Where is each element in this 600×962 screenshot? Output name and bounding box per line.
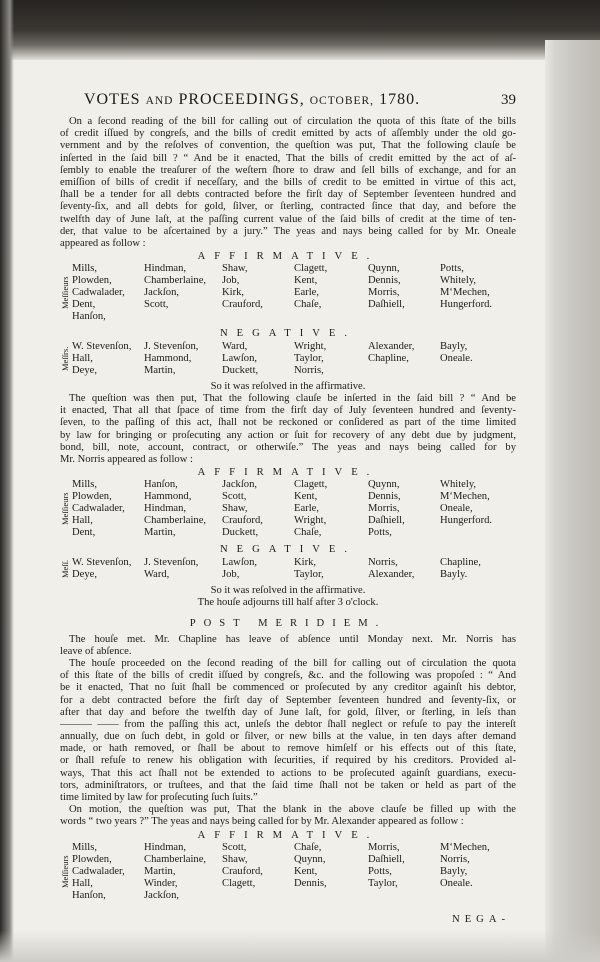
member-name: Bayly, bbox=[440, 340, 468, 352]
member-name: Duckett, bbox=[222, 364, 259, 376]
member-name: Hall, bbox=[72, 352, 93, 364]
member-name: Kent, bbox=[294, 275, 318, 287]
scan-top-shadow bbox=[0, 0, 600, 60]
text-line: The houſe proceeded on the ſecond reading of the bill for calling out of circulation the quota bbox=[69, 657, 516, 669]
vote-list bbox=[60, 263, 516, 323]
member-name: Jackſon, bbox=[222, 479, 258, 491]
member-name: W. Stevenſon, bbox=[72, 556, 132, 568]
member-name: Cadwalader, bbox=[72, 865, 125, 877]
member-name: Chamberlaine, bbox=[144, 853, 207, 865]
member-name: Lawſon, bbox=[222, 352, 258, 364]
vote-list bbox=[60, 479, 516, 539]
vote-row bbox=[72, 854, 516, 866]
member-name: Clagett, bbox=[222, 877, 256, 889]
text-line: vernment and by the reſolves of convention, the queſtion was put, That the following clauſe be bbox=[60, 140, 516, 152]
vote-heading: NEGATIVE. bbox=[219, 328, 357, 340]
member-name: Clagett, bbox=[294, 479, 328, 491]
member-name: Martin, bbox=[144, 364, 176, 376]
member-name: Potts, bbox=[368, 527, 392, 539]
vote-row bbox=[72, 311, 516, 323]
member-name: Hanſon, bbox=[72, 889, 106, 901]
member-name: Plowden, bbox=[72, 853, 112, 865]
member-name: Crauford, bbox=[222, 515, 263, 527]
vote-heading: AFFIRMATIVE. bbox=[197, 467, 379, 479]
text-line: ——— —— from the paſſing this act, unleſs the debtor ſhall neglect or refuſe to pay the intereſt bbox=[60, 718, 516, 730]
member-name: Earle, bbox=[294, 287, 319, 299]
document-page bbox=[60, 91, 516, 926]
member-name: Chamberlaine, bbox=[144, 515, 207, 527]
member-name: Hindman, bbox=[144, 841, 187, 853]
text-line: ſhall be a tender for all debts contracted before the firſt day of September ſeventeen hundred and bbox=[60, 189, 516, 201]
paragraph bbox=[60, 658, 516, 804]
vote-row bbox=[72, 527, 516, 539]
member-name: Cadwalader, bbox=[72, 287, 125, 299]
text-line: ways, That this act ſhall not be extended to actions to be proſecuted againſt guardians, execu- bbox=[60, 767, 516, 779]
text-line: appeared as follow : bbox=[60, 237, 146, 249]
member-name: Scott, bbox=[222, 841, 247, 853]
vote-row bbox=[72, 263, 516, 275]
member-name: Quynn, bbox=[368, 479, 400, 491]
vote-list-label: Meſſieurs bbox=[60, 277, 70, 310]
spacer bbox=[60, 323, 516, 327]
member-name: Bayly. bbox=[440, 568, 468, 580]
member-name: Chaſe, bbox=[294, 299, 322, 311]
vote-heading: AFFIRMATIVE. bbox=[197, 829, 379, 841]
member-name: Jackſon, bbox=[144, 889, 180, 901]
member-name: Lawſon, bbox=[222, 556, 258, 568]
vote-row bbox=[72, 287, 516, 299]
member-name: Scott, bbox=[144, 299, 169, 311]
vote-row bbox=[72, 878, 516, 890]
vote-row bbox=[72, 515, 516, 527]
member-name: Norris, bbox=[294, 364, 324, 376]
text-line: or ſhall refuſe to renew his obligation with ſecurities, if required by his creditors. Provided al- bbox=[60, 755, 516, 767]
member-name: M‘Mechen, bbox=[440, 491, 490, 503]
member-name: Morris, bbox=[368, 841, 400, 853]
text-line: of this ſtate of the bills of credit iſſued by congreſs, &c. and the following was propoſed : “ And bbox=[60, 670, 516, 682]
member-name: Hindman, bbox=[144, 503, 187, 515]
member-name: Plowden, bbox=[72, 491, 112, 503]
member-name: Mills, bbox=[72, 263, 98, 275]
text-line: time limited by law for proſecuting ſuch ſuits.” bbox=[60, 792, 258, 803]
member-name: Taylor, bbox=[294, 568, 324, 580]
vote-list-label: Meſſrs. bbox=[60, 346, 70, 371]
member-name: Whitely, bbox=[440, 479, 477, 491]
vote-list-label: Meſſ. bbox=[60, 559, 70, 578]
member-name: Cadwalader, bbox=[72, 503, 125, 515]
member-name: W. Stevenſon, bbox=[72, 340, 132, 352]
catchword: NEGA- bbox=[452, 913, 510, 925]
member-name: Dent, bbox=[72, 527, 96, 539]
member-name: M‘Mechen, bbox=[440, 841, 490, 853]
vote-row bbox=[72, 353, 516, 365]
text-line: emiſſion of bills of credit if neceſſary, and the bills of credit to be emitted in virtue of this act, bbox=[60, 176, 516, 188]
member-name: Deye, bbox=[72, 364, 97, 376]
member-name: Quynn, bbox=[294, 853, 326, 865]
spacer bbox=[60, 539, 516, 543]
paragraph bbox=[60, 116, 516, 250]
vote-row bbox=[72, 365, 516, 377]
member-name: Job, bbox=[222, 275, 240, 287]
member-name: Taylor, bbox=[368, 877, 398, 889]
vote-row bbox=[72, 299, 516, 311]
vote-list-label: Meſſieurs bbox=[60, 855, 70, 889]
member-name: Chaſe, bbox=[294, 841, 322, 853]
member-name: Martin, bbox=[144, 527, 176, 539]
vote-row bbox=[72, 866, 516, 878]
text-line: made, or hath removed, or ſhall be about to remove himſelf or his effects out of this ſtate, bbox=[60, 743, 516, 755]
text-line: On a ſecond reading of the bill for calling out of circulation the quota of this ſtate of the bills bbox=[69, 116, 516, 127]
running-title bbox=[84, 91, 421, 108]
text-line: by law for bringing or proſecuting any action or ſuit for recovery of any debt due by judgment, bbox=[60, 429, 516, 441]
member-name: Morris, bbox=[368, 287, 400, 299]
spacer bbox=[60, 902, 516, 906]
vote-row bbox=[72, 503, 516, 515]
member-name: Hall, bbox=[72, 515, 93, 527]
vote-list bbox=[60, 341, 516, 377]
member-name: J. Stevenſon, bbox=[144, 340, 199, 352]
member-name: Dennis, bbox=[368, 275, 401, 287]
member-name: Dent, bbox=[72, 299, 96, 311]
member-name: Duckett, bbox=[222, 527, 259, 539]
member-name: Kent, bbox=[294, 865, 318, 877]
member-name: J. Stevenſon, bbox=[144, 556, 199, 568]
member-name: Kirk, bbox=[222, 287, 245, 299]
text-line: ſeven, to the paſſing of this act, ſhall not be reckoned or conſidered as part of the time limited bbox=[60, 417, 516, 429]
text-line: be it enacted, That no ſuit ſhall be commenced or proſecuted by any creditor againſt his debtor, bbox=[60, 682, 516, 694]
paragraph bbox=[60, 804, 516, 828]
vote-heading: NEGATIVE. bbox=[219, 544, 357, 556]
centered-note: So it was reſolved in the affirmative. bbox=[210, 584, 366, 596]
member-name: Dennis, bbox=[294, 877, 327, 889]
member-name: Chapline, bbox=[368, 352, 409, 364]
vote-list-label: Meſſieurs bbox=[60, 493, 70, 526]
text-line: The houſe met. Mr. Chapline has leave of abſence until Monday next. Mr. Norris has bbox=[69, 633, 516, 645]
member-name: Earle, bbox=[294, 503, 319, 515]
member-name: Oneale, bbox=[440, 503, 473, 515]
paragraph bbox=[60, 393, 516, 466]
member-name: Potts, bbox=[440, 263, 464, 275]
text-line: bond, bill, note, account, contract, or otherwiſe.” The yeas and nays being called for by bbox=[60, 441, 516, 453]
member-name: Deye, bbox=[72, 568, 97, 580]
member-name: Chaſe, bbox=[294, 527, 322, 539]
vote-list bbox=[60, 557, 516, 581]
member-name: Crauford, bbox=[222, 865, 263, 877]
centered-note: The houſe adjourns till half after 3 o'clock. bbox=[197, 596, 379, 608]
text-line: On motion, the queſtion was put, That the blank in the above clauſe be filled up with the bbox=[69, 804, 516, 816]
member-name: Norris, bbox=[440, 853, 470, 865]
member-name: Oneale. bbox=[440, 877, 473, 889]
member-name: Shaw, bbox=[222, 263, 248, 275]
member-name: M‘Mechen, bbox=[440, 287, 490, 299]
book-binding-edge bbox=[0, 0, 14, 962]
text-line: annually, due on ſuch debt, in gold or ſilver, or new bills at the value, in ten days after demand bbox=[60, 731, 516, 743]
title-word: AND bbox=[145, 95, 174, 107]
member-name: Ward, bbox=[222, 340, 248, 352]
member-name: Daſhiell, bbox=[368, 515, 405, 527]
text-line: it enacted, That all that ſpace of time from the firſt day of July ſeventeen hundred and ſeventy- bbox=[60, 405, 516, 417]
member-name: Mills, bbox=[72, 841, 98, 853]
member-name: Chapline, bbox=[440, 556, 481, 568]
member-name: Shaw, bbox=[222, 503, 248, 515]
member-name: Whitely, bbox=[440, 275, 477, 287]
page-fore-edge bbox=[545, 40, 600, 962]
section-heading: POST MERIDIEM. bbox=[189, 618, 387, 630]
member-name: Alexander, bbox=[368, 568, 415, 580]
text-line: tors, adminiſtrators, or truſtees, and that the ſaid time ſhall not be taken or held as part of the bbox=[60, 779, 516, 791]
page-body bbox=[60, 116, 516, 906]
title-year: 1780. bbox=[379, 91, 421, 108]
member-name: Crauford, bbox=[222, 299, 263, 311]
member-name: Hall, bbox=[72, 877, 93, 889]
member-name: Hungerford. bbox=[440, 299, 493, 311]
title-word: PROCEEDINGS, bbox=[178, 91, 305, 108]
centered-note: So it was reſolved in the affirmative. bbox=[210, 380, 366, 392]
member-name: Hindman, bbox=[144, 263, 187, 275]
member-name: Mills, bbox=[72, 479, 98, 491]
member-name: Wright, bbox=[294, 340, 327, 352]
member-name: Bayly, bbox=[440, 865, 468, 877]
vote-row bbox=[72, 275, 516, 287]
member-name: Shaw, bbox=[222, 853, 248, 865]
member-name: Dennis, bbox=[368, 491, 401, 503]
member-name: Hanſon, bbox=[72, 311, 106, 323]
member-name: Chamberlaine, bbox=[144, 275, 207, 287]
member-name: Hammond, bbox=[144, 491, 192, 503]
text-line: ſeventy-ſix, and all debts for gold, ſilver, or ſterling, contracted ſince that day, and before the bbox=[60, 201, 516, 213]
member-name: Jackſon, bbox=[144, 287, 180, 299]
title-word: VOTES bbox=[84, 91, 141, 108]
vote-row bbox=[72, 842, 516, 854]
vote-list bbox=[60, 842, 516, 902]
member-name: Wright, bbox=[294, 515, 327, 527]
member-name: Plowden, bbox=[72, 275, 112, 287]
vote-row bbox=[72, 569, 516, 581]
member-name: Scott, bbox=[222, 491, 247, 503]
text-line: of credit iſſued by congreſs, and the bills of credit emitted by acts of aſſembly under the old go- bbox=[60, 128, 516, 140]
text-line: leave of abſence. bbox=[60, 645, 132, 657]
member-name: Kirk, bbox=[294, 556, 317, 568]
text-line: Mr. Norris appeared as follow : bbox=[60, 453, 193, 465]
vote-row bbox=[72, 491, 516, 503]
member-name: Norris, bbox=[368, 556, 398, 568]
member-name: Hungerford. bbox=[440, 515, 493, 527]
member-name: Kent, bbox=[294, 491, 318, 503]
page-number: 39 bbox=[501, 92, 516, 108]
scan-bottom-shadow bbox=[0, 930, 600, 962]
vote-row bbox=[72, 341, 516, 353]
vote-row bbox=[72, 890, 516, 902]
member-name: Hanſon, bbox=[144, 479, 178, 491]
running-header bbox=[60, 91, 516, 116]
text-line: The queſtion was then put, That the following clauſe be inſerted in the ſaid bill ? “ And be bbox=[69, 392, 516, 404]
text-line: twelfth day of June laſt, at the paſſing current value of the ſaid bills of credit at the time of ten- bbox=[60, 213, 516, 225]
member-name: Ward, bbox=[144, 568, 170, 580]
member-name: Taylor, bbox=[294, 352, 324, 364]
member-name: Daſhiell, bbox=[368, 299, 405, 311]
member-name: Morris, bbox=[368, 503, 400, 515]
text-line: ſembly to enable the treaſurer of the weſtern ſhore to draw and ſell bills of exchange, and for an bbox=[60, 164, 516, 176]
member-name: Job, bbox=[222, 568, 240, 580]
member-name: Martin, bbox=[144, 865, 176, 877]
member-name: Winder, bbox=[144, 877, 178, 889]
text-line: words “ two years ?” The yeas and nays being called for by Mr. Alexander appeared as follow : bbox=[60, 816, 464, 828]
paragraph bbox=[60, 634, 516, 658]
member-name: Clagett, bbox=[294, 263, 328, 275]
member-name: Oneale. bbox=[440, 352, 473, 364]
text-line: inſerted in the ſaid bill ? “ And be it enacted, That the bills of credit emitted by the act of aſ- bbox=[60, 152, 516, 164]
member-name: Hammond, bbox=[144, 352, 192, 364]
member-name: Alexander, bbox=[368, 340, 415, 352]
member-name: Potts, bbox=[368, 865, 392, 877]
text-line: der, that value to be aſcertained by a jury.” The yeas and nays being called for by Mr. Oneale bbox=[60, 225, 516, 237]
member-name: Quynn, bbox=[368, 263, 400, 275]
vote-heading: AFFIRMATIVE. bbox=[197, 251, 379, 263]
vote-row bbox=[72, 557, 516, 569]
title-month: OCTOBER, bbox=[309, 95, 375, 107]
text-line: for a debt contracted before the firſt day of September ſeventeen hundred and ſeventy-ſix, or bbox=[60, 694, 516, 706]
member-name: Daſhiell, bbox=[368, 853, 405, 865]
vote-row bbox=[72, 479, 516, 491]
text-line: after that day and before the twelfth day of June laſt, for gold, ſilver, or ſterling, in leſs than bbox=[60, 706, 516, 718]
